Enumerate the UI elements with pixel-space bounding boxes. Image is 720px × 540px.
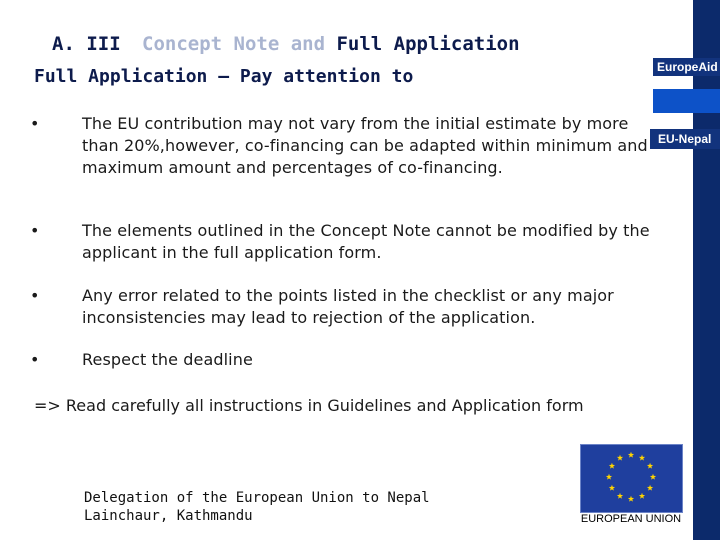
header-title-strong: Full Application bbox=[336, 33, 520, 55]
eu-flag-border bbox=[580, 444, 683, 513]
bullet-marker: • bbox=[30, 114, 40, 133]
bullet-text: The elements outlined in the Concept Note cannot be modified by the applicant in the full application form. bbox=[82, 221, 650, 262]
bullet-marker: • bbox=[30, 286, 40, 305]
bullet-item bbox=[30, 113, 650, 179]
bullet-marker: • bbox=[30, 221, 40, 240]
header-title bbox=[142, 33, 520, 55]
footer-address bbox=[84, 489, 464, 525]
instruction-note: => Read carefully all instructions in Guidelines and Application form bbox=[34, 396, 584, 415]
bullet-item bbox=[30, 220, 650, 264]
footer-line-delegation: Delegation of the European Union to Nepal bbox=[84, 490, 430, 506]
header-title-muted: Concept Note and bbox=[142, 33, 326, 55]
europeaid-label: EuropeAid bbox=[653, 58, 720, 76]
eu-logo bbox=[577, 444, 685, 526]
section-code: A. III bbox=[52, 33, 121, 55]
sidebar-accent-box bbox=[653, 89, 720, 113]
bullet-text: Respect the deadline bbox=[82, 350, 253, 369]
eu-nepal-label: EU-Nepal bbox=[650, 129, 720, 149]
footer-line-location: Lainchaur, Kathmandu bbox=[84, 508, 253, 524]
bullet-item bbox=[30, 285, 650, 329]
sidebar-band bbox=[693, 0, 720, 540]
bullet-marker: • bbox=[30, 350, 40, 369]
bullet-item bbox=[30, 349, 650, 371]
eu-logo-label: EUROPEAN UNION bbox=[580, 513, 682, 525]
bullet-text: Any error related to the points listed in the checklist or any major inconsistencies may lead to rejection of the application. bbox=[82, 286, 614, 327]
bullet-text: The EU contribution may not vary from the initial estimate by more than 20%,however, co-financing can be adapted within minimum and maximum amount and percentages of co-financing. bbox=[82, 114, 648, 177]
slide-title: Full Application – Pay attention to bbox=[34, 66, 414, 87]
